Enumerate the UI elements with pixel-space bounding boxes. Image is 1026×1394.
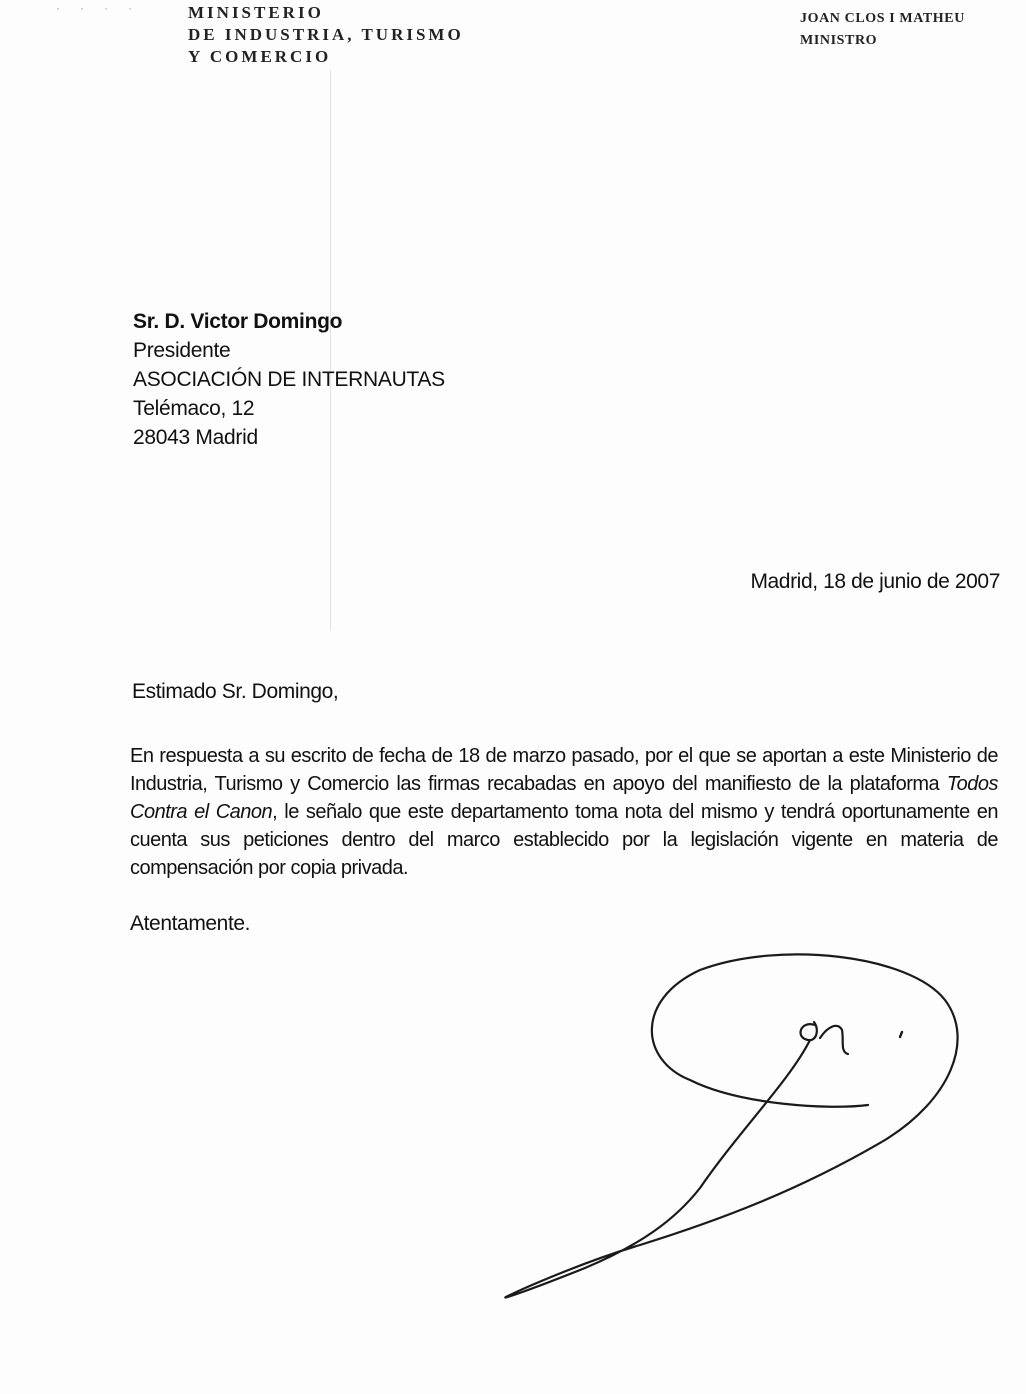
letter-date: Madrid, 18 de junio de 2007 bbox=[750, 570, 1000, 593]
ministry-line-1: MINISTERIO bbox=[188, 3, 324, 22]
body-text-part-2: , le señalo que este departamento toma nota del mismo y tendrá oportunamente en cuenta sus peticiones dentro del marco establecido por la legislación vigente en materia de compensación por copia privada. bbox=[130, 801, 998, 879]
body-text-part-1: En respuesta a su escrito de fecha de 18 de marzo pasado, por el que se aportan a este Ministerio de Industria, Turismo y Comercio las firmas recabadas en apoyo del manifiesto de la plataforma bbox=[130, 745, 998, 795]
ministry-line-2: DE INDUSTRIA, TURISMO bbox=[188, 25, 464, 44]
recipient-street: Telémaco, 12 bbox=[133, 397, 255, 420]
letterhead-ministry bbox=[188, 2, 464, 68]
scan-specks: · · · · bbox=[55, 4, 140, 15]
recipient-organization: ASOCIACIÓN DE INTERNAUTAS bbox=[133, 368, 445, 391]
platform-name: Todos Contra el Canon bbox=[130, 773, 998, 823]
letterhead-minister bbox=[800, 8, 965, 52]
closing: Atentamente. bbox=[130, 912, 251, 935]
recipient-title: Presidente bbox=[133, 339, 231, 362]
recipient-address-block bbox=[133, 307, 445, 452]
signature-dot bbox=[900, 1032, 902, 1037]
salutation: Estimado Sr. Domingo, bbox=[132, 680, 339, 703]
handwritten-signature bbox=[490, 930, 990, 1330]
signature-letters bbox=[801, 1022, 848, 1054]
letter-body bbox=[130, 742, 998, 882]
recipient-name: Sr. D. Victor Domingo bbox=[133, 310, 343, 333]
minister-name: JOAN CLOS I MATHEU bbox=[800, 11, 965, 26]
recipient-city: 28043 Madrid bbox=[133, 426, 258, 449]
minister-title: MINISTRO bbox=[800, 33, 878, 48]
ministry-line-3: Y COMERCIO bbox=[188, 47, 332, 66]
signature-stroke bbox=[505, 954, 957, 1297]
